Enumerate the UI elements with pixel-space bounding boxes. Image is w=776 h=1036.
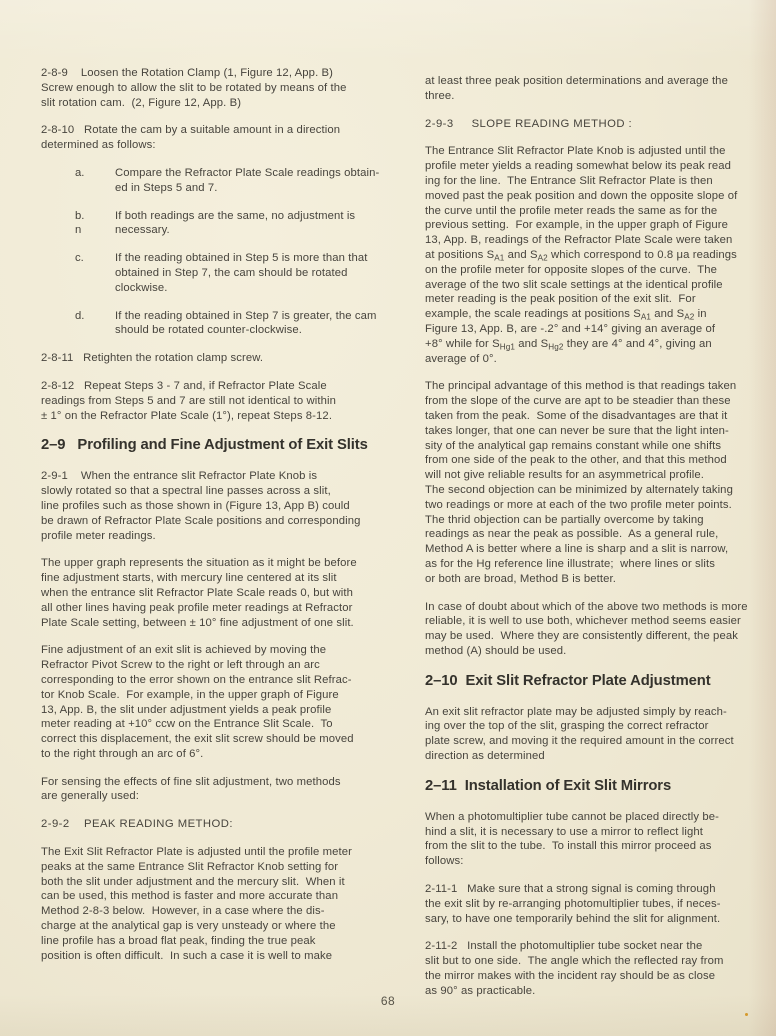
list-item-text: Compare the Refractor Plate Scale readings obtain- ed in Steps 5 and 7. — [115, 166, 380, 194]
list-item-text: If both readings are the same, no adjustment is necessary. — [115, 209, 356, 237]
list-item-text: If the reading obtained in Step 7 is greater, the cam should be rotated counter-clockwise. — [115, 309, 377, 337]
paragraph: 2-8-9 Loosen the Rotation Clamp (1, Figure 12, App. B) Screw enough to allow the slit to be rotated by means of the slit rotation cam. (2, Figure 12, App. B) — [41, 67, 347, 109]
list-item — [75, 166, 399, 196]
paragraph: The Entrance Slit Refractor Plate Knob is adjusted until the profile meter yields a reading somewhat below its peak read ing for the line. The Entrance Slit Refractor Plate is then moved past the peak position and down the opposite slope of the curve until the profile meter reads the same as for the previous setting. For example, in the upper graph of Figure 13, App. B, readings of the Refractor Plate Scale were taken at positions $S_{A1}$ and $S_{A2}$ which correspond to 0.8 μa readings on the profile meter for opposite slopes of the curve. The average of the two slit scale settings at the identical profile meter reading is the peak position of the exit slit. For example, the scale readings at positions $S_{A1}$ and $S_{A2}$ in Figure 13, App. B, are -.2° and +14° giving an average of +8° while for $S_{Hg1}$ and $S_{Hg2}$ they are 4° and 4°, giving an average of 0°. — [425, 145, 738, 365]
paragraph: 2-11-2 Install the photomultiplier tube socket near the slit but to one side. The angle which the reflected ray from the mirror makes with the incident ray should be as close as 90° as practicable. — [425, 940, 724, 997]
paragraph: The principal advantage of this method is that readings taken from the slope of the curve are apt to be steadier than these taken from the peak. Some of the disadvantages are that it takes longer, that one can never be sure that the light inten- sity of the analytical gap remains constant while one shifts from one side of the peak to the other, and that this method will not give reliable results for an asymmetrical profile. The second objection can be minimized by alternately taking two readings or more at each of the two profile meter points. The thrid objection can be partially overcome by taking readings as near the peak as possible. As a general rule, Method A is better where a line is sharp and a slit is narrow, as for the Hg reference line illustrate; where lines or slits or both are broad, Method B is better. — [425, 380, 737, 585]
paragraph: An exit slit refractor plate may be adjusted simply by reach- ing over the top of the slit, grasping the correct refractor plate screw, and moving it the required amount in the correct direction as determined — [425, 705, 734, 763]
page-number: 68 — [380, 994, 396, 1008]
paragraph: 2-8-12 Repeat Steps 3 - 7 and, if Refractor Plate Scale readings from Steps 5 and 7 are still not identical to within ± 1° on the Refractor Plate Scale (1°), repeat Steps 8-12. — [41, 379, 336, 422]
paragraph: 2-11-1 Make sure that a strong signal is coming through the exit slit by re-arranging photomultiplier tubes, if neces- sary, to have one temporarily behind the slit for alignment. — [425, 883, 721, 925]
paragraph: When a photomultiplier tube cannot be placed directly be- hind a slit, it is necessary to use a mirror to reflect light from the slit to the tube. To install this mirror proceed as follows: — [425, 810, 719, 868]
left-column — [41, 66, 399, 976]
list-item — [75, 309, 399, 339]
paragraph: Fine adjustment of an exit slit is achieved by moving the Refractor Pivot Screw to the right or left through an arc corresponding to the error shown on the entrance slit Refrac- tor Knob Scale. For example, in the upper graph of Figure 13, App. B, the slit under adjustment yields a peak profile meter reading at +10° ccw on the Entrance Slit Scale. To correct this displacement, the exit slit screw should be moved to the right through an arc of 6°. — [41, 644, 354, 760]
paragraph: at least three peak position determinations and average the three. — [425, 75, 728, 102]
list-item — [75, 209, 399, 239]
procedure-subheading: 2-9-2 PEAK READING METHOD: — [41, 818, 233, 831]
list-item — [75, 251, 399, 295]
section-heading: 2–9 Profiling and Fine Adjustment of Exit Slits — [41, 437, 368, 454]
procedure-subheading: 2-9-3 SLOPE READING METHOD : — [425, 117, 633, 130]
paragraph: For sensing the effects of fine slit adjustment, two methods are generally used: — [41, 775, 341, 803]
section-heading: 2–10 Exit Slit Refractor Plate Adjustment — [425, 672, 711, 689]
paragraph: 2-9-1 When the entrance slit Refractor Plate Knob is slowly rotated so that a spectral line passes across a slit, line profiles such as those shown in (Figure 13, App B) could be drawn of Refractor Plate Scale positions and corresponding profile meter readings. — [41, 470, 361, 542]
list-item-label: b. n — [75, 209, 85, 237]
procedure-list — [41, 166, 399, 338]
list-item-label: d. — [75, 309, 85, 322]
list-item-label: c. — [75, 252, 84, 265]
paragraph: The Exit Slit Refractor Plate is adjusted until the profile meter peaks at the same Entrance Slit Refractor Knob setting for both the slit under adjustment and the mercury slit. When it can be used, this method is faster and more accurate than Method 2-8-3 below. However, in a case where the dis- charge at the analytical gap is very unsteady or where the line profile has a broad flat peak, finding the true peak position is often difficult. In such a case it is well to make — [41, 846, 353, 962]
section-heading: 2–11 Installation of Exit Slit Mirrors — [425, 777, 672, 794]
paragraph: The upper graph represents the situation as it might be before fine adjustment starts, with mercury line centered at its slit when the entrance slit Refractor Plate Scale reads 0, but with all other lines having peak profile meter readings at Refractor Plate Scale setting, between ± 10° fine adjustment of one slit. — [41, 557, 357, 629]
list-item-text: If the reading obtained in Step 5 is more than that obtained in Step 7, the cam should be rotated clockwise. — [115, 252, 368, 294]
list-item-label: a. — [75, 166, 85, 179]
right-column — [425, 74, 768, 1012]
paragraph: 2-8-10 Rotate the cam by a suitable amount in a direction determined as follows: — [41, 124, 341, 152]
paragraph: In case of doubt about which of the above two methods is more reliable, it is well to use both, whichever method seems easier may be used. Where they are consistently different, the peak method (A) should be used. — [425, 600, 748, 657]
paragraph: 2-8-11 Retighten the rotation clamp screw. — [41, 352, 264, 365]
scan-speck — [745, 1013, 748, 1016]
